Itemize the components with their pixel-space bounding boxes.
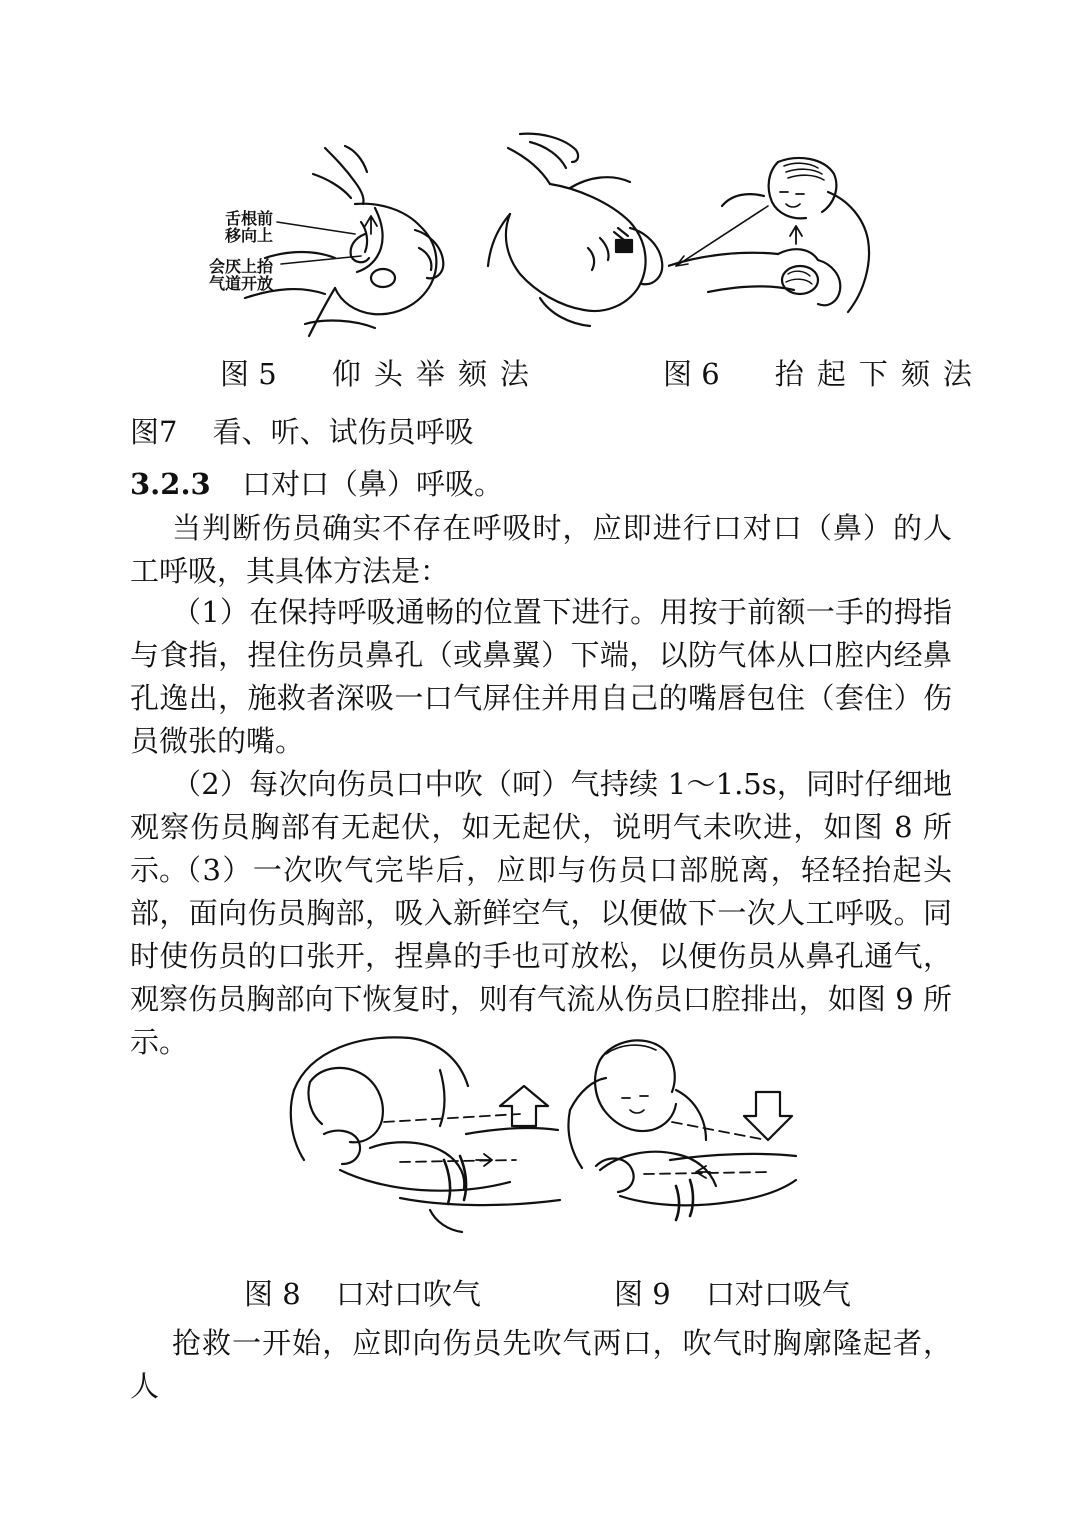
figure-8-title: 口对口吹气 [335,1277,481,1311]
label-epiglottis-line2: 气道开放 [209,274,274,293]
figure-7-caption [130,410,474,451]
figure-5-title: 仰头举颏法 [331,357,542,391]
label-tongue [225,210,273,244]
figure-6-title: 抬起下颏法 [774,357,985,391]
figure-6-illustration [480,128,670,328]
figure-6-caption [663,352,985,393]
jaw-thrust-drawing [480,128,670,328]
figure-8-number: 图 8 [244,1277,301,1311]
figure-9-title: 口对口吸气 [705,1277,851,1311]
figure-5-illustration [205,138,465,338]
figure-5-number: 图 5 [220,357,277,391]
paragraph-step-1: （1）在保持呼吸通畅的位置下进行。用按于前额一手的拇指与食指，捏住伤员鼻孔（或鼻翼）下端，以防气体从口腔内经鼻孔逸出，施救者深吸一口气屏住并用自己的嘴唇包住（套住）伤员微张的嘴。 [130,595,952,758]
paragraph-intro: 当判断伤员确实不存在呼吸时，应即进行口对口（鼻）的人工呼吸，其具体方法是： [130,511,952,588]
section-heading [130,462,503,503]
label-epiglottis-line1: 会厌上抬 [209,257,274,276]
figure-7-title: 看、听、试伤员呼吸 [212,415,474,449]
figure-7-number: 图7 [130,415,178,449]
mouth-to-mouth-blow-drawing [280,1030,570,1235]
paragraph-step-3: （3）一次吹气完毕后，应即与伤员口部脱离，轻轻抬起头部，面向伤员胸部，吸入新鲜空气，以便做下一次人工呼吸。同时使伤员的口张开，捏鼻的手也可放松，以便伤员从鼻孔通气，观察伤员胸部向下恢复时，则有气流从伤员口腔排出，如图 9 所示。 [130,853,952,1059]
figure-8-illustration [280,1030,570,1235]
label-tongue-line1: 舌根前 [225,209,274,228]
figure-7-illustration [668,152,878,332]
look-listen-feel-drawing [668,152,878,332]
figure-9-number: 图 9 [614,1277,671,1311]
figure-9-caption [614,1272,851,1313]
figure-5-caption [220,352,542,393]
figure-9-illustration [560,1030,800,1235]
paragraph-step-2: （2）每次向伤员口中吹（呵）气持续 1～1.5s，同时仔细地观察伤员胸部有无起伏，如无起伏，说明气未吹进，如图 8 所示。 [130,767,952,887]
figure-8-caption [244,1272,481,1313]
section-number: 3.2.3 [130,467,211,501]
section-title: 口对口（鼻）呼吸。 [241,467,503,501]
paragraph-last: 抢救一开始，应即向伤员先吹气两口，吹气时胸廓隆起者，人 [130,1326,952,1403]
mouth-to-mouth-inhale-drawing [560,1030,800,1235]
label-tongue-line2: 移向上 [225,226,274,245]
label-epiglottis [209,258,273,292]
figure-6-number: 图 6 [663,357,720,391]
